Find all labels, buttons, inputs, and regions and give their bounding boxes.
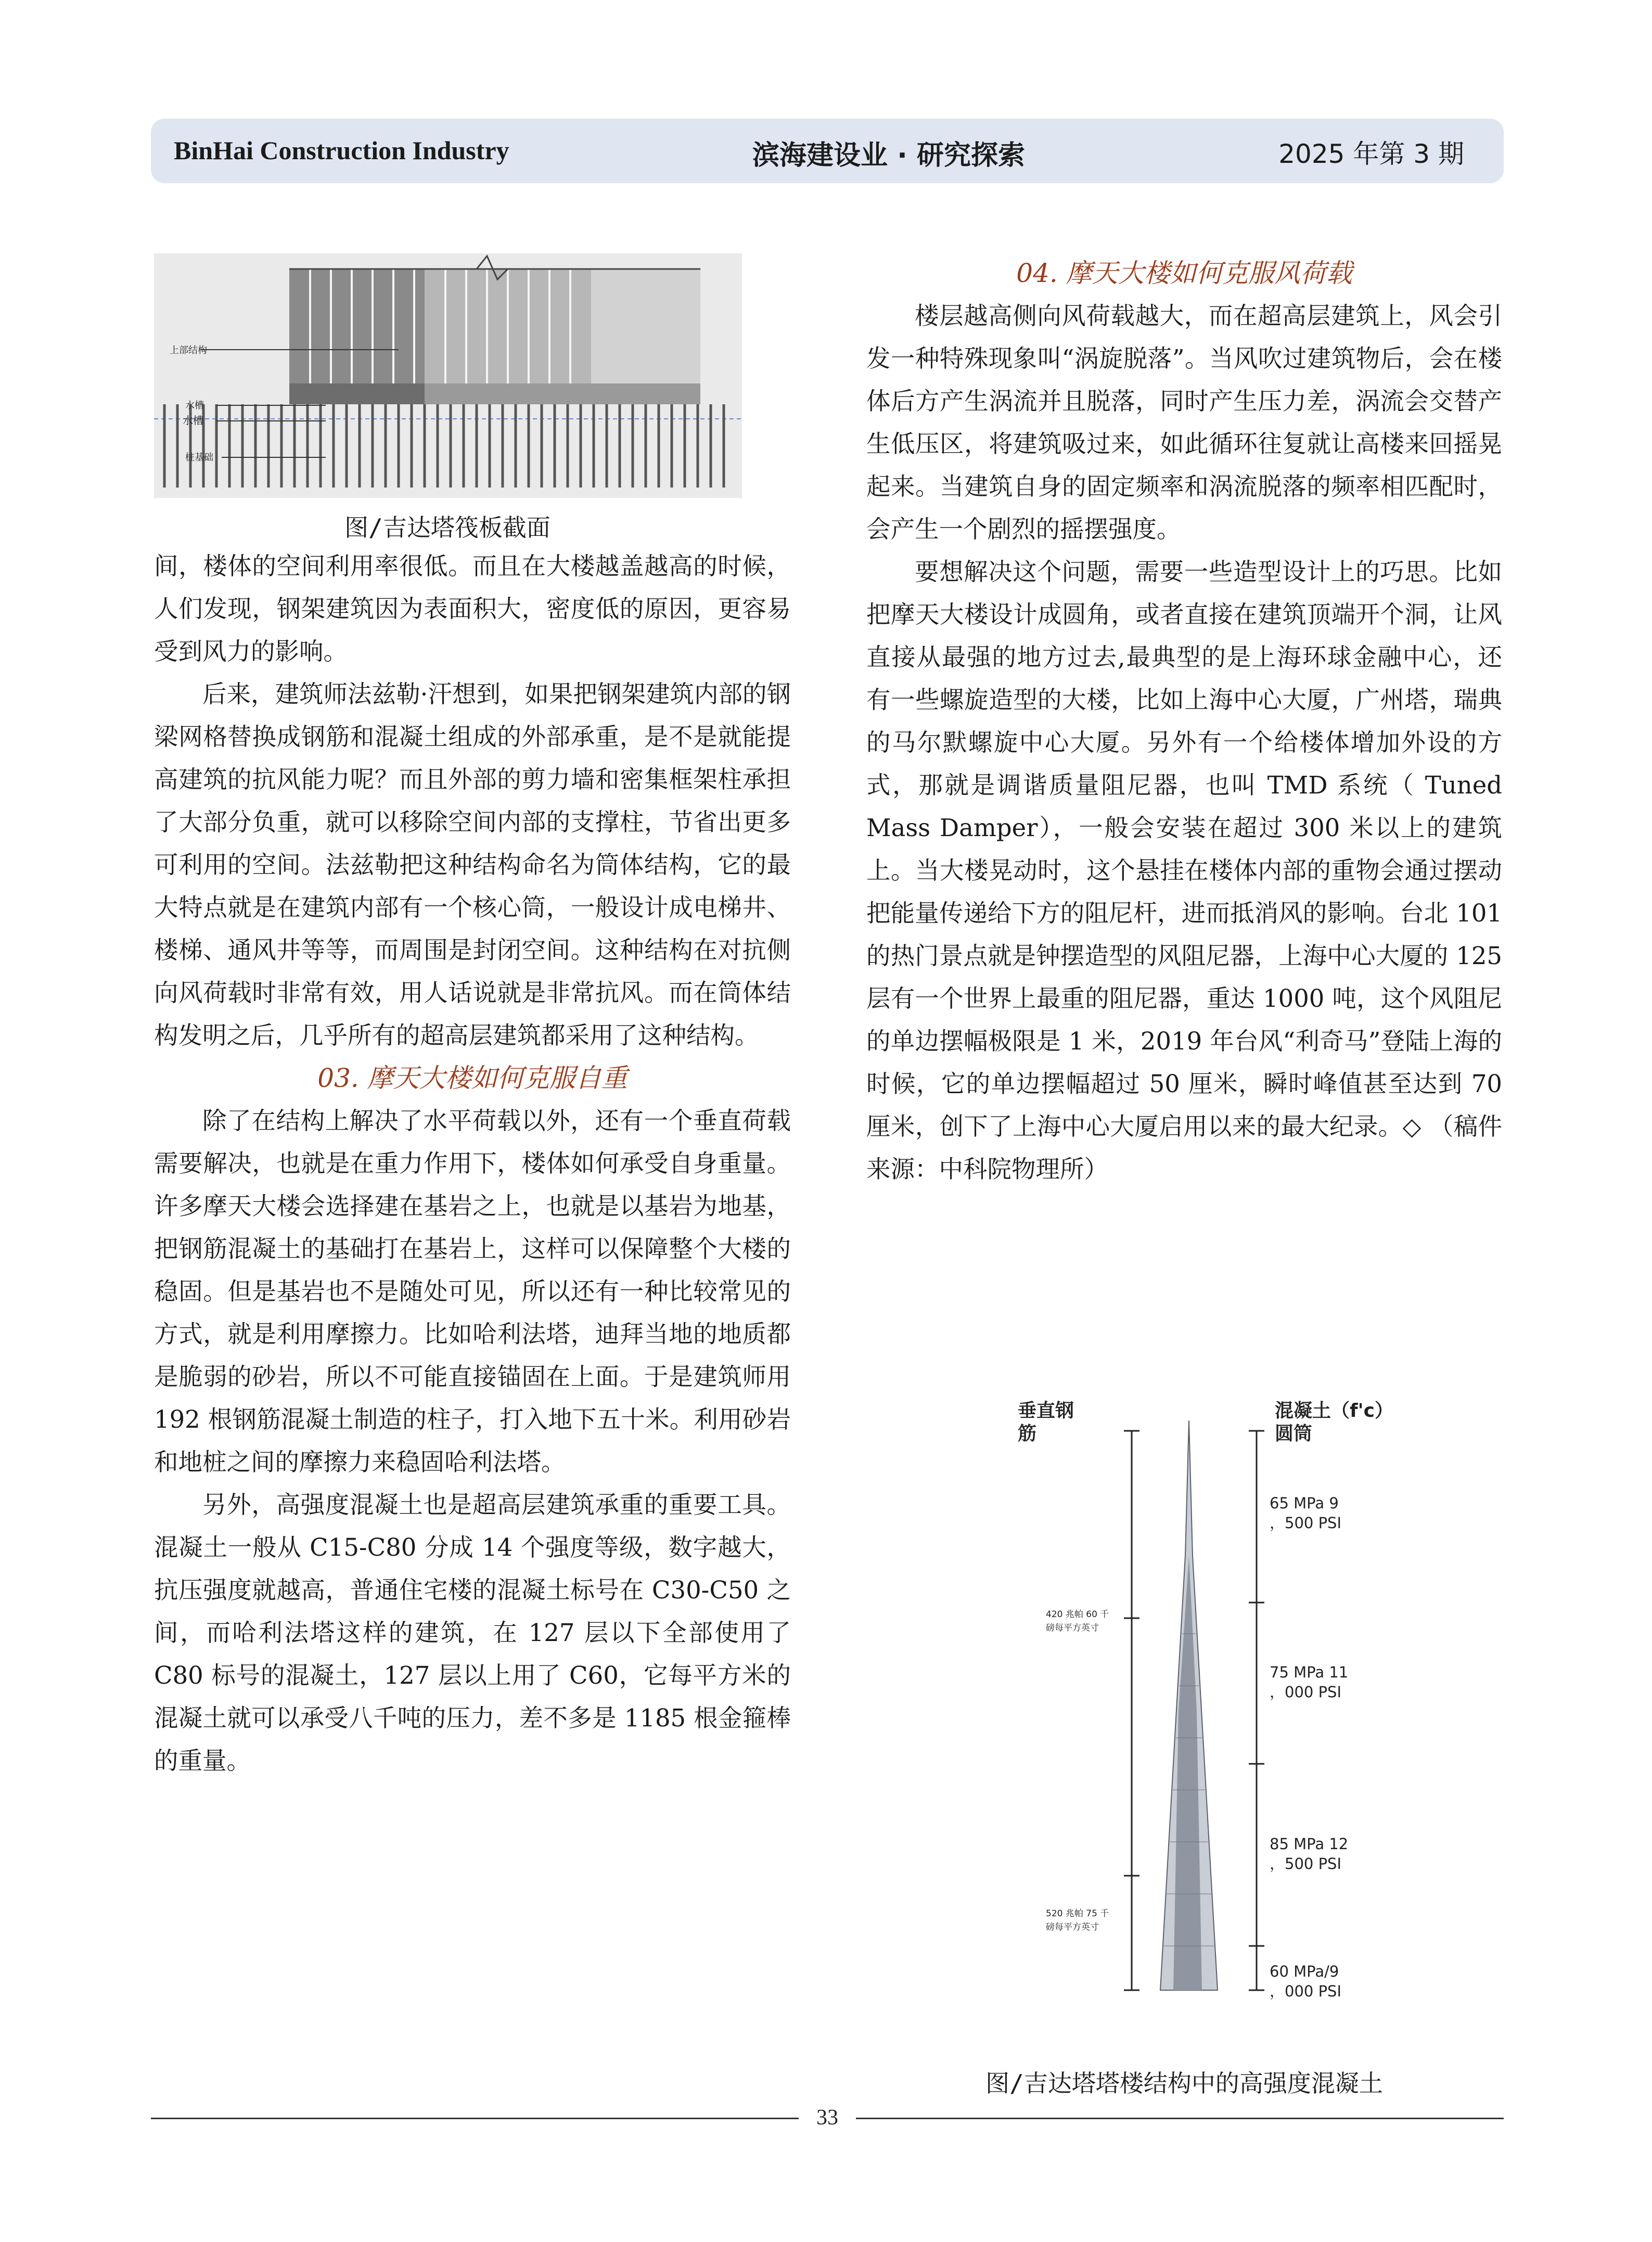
label-pile-foundation: 桩基础 [185,452,213,463]
label-water-tank-2: 水槽 [183,414,203,427]
footer-rule-right [856,2118,1504,2119]
rebar-grade-upper: 420 兆帕 60 千 磅每平方英寸 [1046,1609,1109,1633]
left-column [154,545,791,1782]
left-paragraph-2: 后来，建筑师法兹勒·汗想到，如果把钢架建筑内部的钢梁网格替换成钢筋和混凝土组成的外部承重，是不是就能提高建筑的抗风能力呢？而且外部的剪力墙和密集框架柱承担了大部分负重，就可以移除空间内部的支撑柱，节省出更多可利用的空间。法兹勒把这种结构命名为筒体结构，它的最大特点就是在建筑内部有一个核心筒，一般设计成电梯井、楼梯、通风井等等，而周围是封闭空间。这种结构在对抗侧向风荷载时非常有效，用人话说就是非常抗风。而在筒体结构发明之后，几乎所有的超高层建筑都采用了这种结构。 [154,680,791,1049]
issue-number: 2025 年第 3 期 [1278,139,1464,169]
raft-section-figure [154,253,742,498]
journal-header [151,119,1504,183]
section-heading-03: 03. 摩天大楼如何克服自重 [317,1063,627,1093]
rebar-grade-lower: 520 兆帕 75 千 磅每平方英寸 [1046,1908,1109,1932]
right-paragraph-2: 要想解决这个问题，需要一些造型设计上的巧思。比如把摩天大楼设计成圆角，或者直接在建筑顶端开个洞，让风直接从最强的地方过去,最典型的是上海环球金融中心，还有一些螺旋造型的大楼，比如上海中心大厦，广州塔，瑞典的马尔默螺旋中心大厦。另外有一个给楼体增加外设的方式，那就是调谐质量阻尼器，也叫 TMD 系统（ Tuned Mass Damper），一般会安装在超过 300 米以上的建筑上。当大楼晃动时，这个悬挂在楼体内部的重物会通过摆动把能量传递给下方的阻尼杆，进而抵消风的影响。台北 101 的热门景点就是钟摆造型的风阻尼器，上海中心大厦的 125 层有一个世界上最重的阻尼器，重达 1000 吨，这个风阻尼的单边摆幅极限是 1 米，2019 年台风“利奇马”登陆上海的时候，它的单边摆幅超过 50 厘米，瞬时峰值甚至达到 70 厘米，创下了上海中心大厦启用以来的最大纪录。◇ （稿件来源：中科院物理所） [866,558,1502,1183]
left-paragraph-1: 间，楼体的空间利用率很低。而且在大楼越盖越高的时候，人们发现，钢架建筑因为表面积大，密度低的原因，更容易受到风力的影响。 [154,552,791,665]
figure1-caption: 图/吉达塔筏板截面 [344,514,550,542]
label-water-tank-1: 水槽 [185,400,204,411]
tower-concrete-figure [989,1400,1488,2014]
rebar-title: 垂直钢 筋 [1018,1400,1074,1444]
concrete-grade-2: 75 MPa 11 ，000 PSI [1270,1663,1349,1701]
right-column [866,252,1502,1190]
right-paragraph-1: 楼层越高侧向风荷载越大，而在超高层建筑上，风会引发一种特殊现象叫“涡旋脱落”。当风吹过建筑物后，会在楼体后方产生涡流并且脱落，同时产生压力差，涡流会交替产生低压区，将建筑吸过来，如此循环往复就让高楼来回摇晃起来。当建筑自身的固定频率和涡流脱落的频率相匹配时，会产生一个剧烈的摇摆强度。 [866,302,1502,543]
journal-name-en: BinHai Construction Industry [174,136,509,165]
footer-rule-left [151,2118,799,2119]
left-paragraph-4: 另外，高强度混凝土也是超高层建筑承重的重要工具。混凝土一般从 C15-C80 分成 14 个强度等级，数字越大，抗压强度就越高，普通住宅楼的混凝土标号在 C30-C50 之间，而哈利法塔这样的建筑，在 127 层以下全部使用了 C80 标号的混凝土，127 层以上用了 C60，它每平方米的混凝土就可以承受八千吨的压力，差不多是 1185 根金箍棒的重量。 [154,1491,791,1775]
concrete-grade-3: 85 MPa 12 ，500 PSI [1270,1835,1349,1873]
concrete-grade-4: 60 MPa/9 ，000 PSI [1270,1963,1342,2000]
page-number: 33 [816,2106,838,2130]
left-paragraph-3: 除了在结构上解决了水平荷载以外，还有一个垂直荷载需要解决，也就是在重力作用下，楼体如何承受自身重量。许多摩天大楼会选择建在基岩之上，也就是以基岩为地基，把钢筋混凝土的基础打在基岩上，这样可以保障整个大楼的稳固。但是基岩也不是随处可见，所以还有一种比较常见的方式，就是利用摩擦力。比如哈利法塔，迪拜当地的地质都是脆弱的砂岩，所以不可能直接锚固在上面。于是建筑师用 192 根钢筋混凝土制造的柱子，打入地下五十米。利用砂岩和地桩之间的摩擦力来稳固哈利法塔。 [154,1107,791,1476]
concrete-grade-1: 65 MPa 9 ，500 PSI [1270,1494,1342,1532]
section-heading-04: 04. 摩天大楼如何克服风荷载 [1016,258,1352,288]
label-upper-structure: 上部结构 [170,345,207,356]
journal-name-cn: 滨海建设业 · 研究探索 [752,140,1025,171]
raft-section-drawing [154,253,742,498]
figure2-caption: 图/吉达塔塔楼结构中的高强度混凝土 [985,2069,1383,2097]
concrete-title: 混凝土（f'c） 圆筒 [1275,1400,1394,1444]
